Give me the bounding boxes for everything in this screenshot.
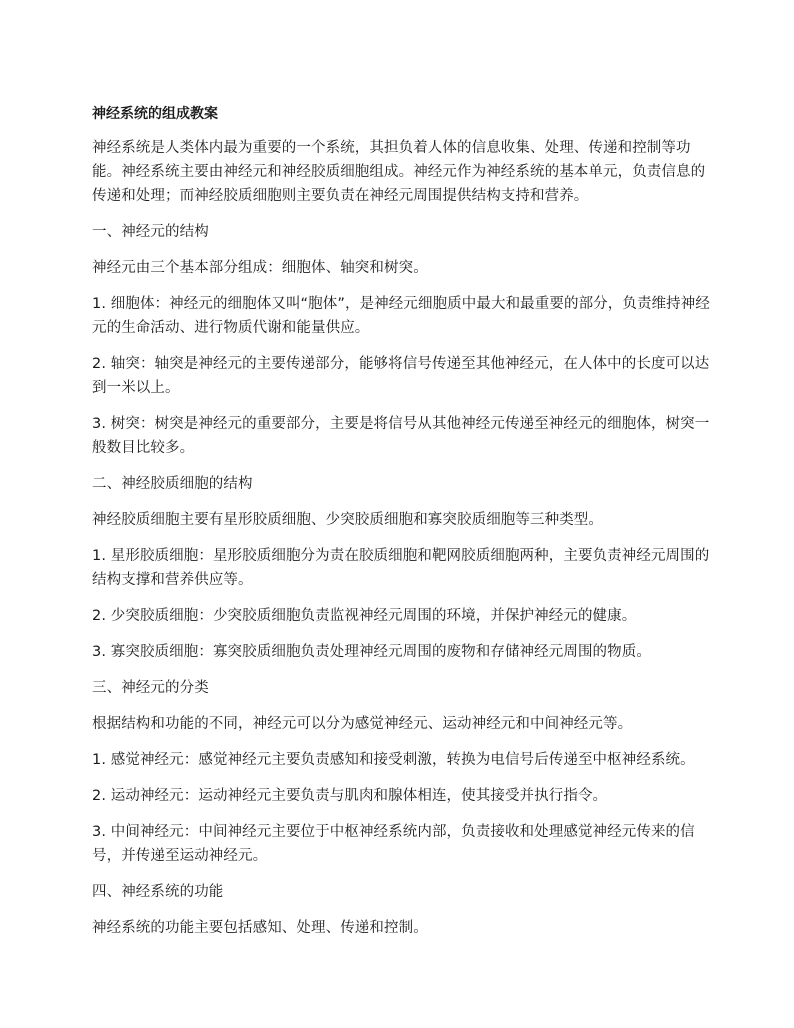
intro-paragraph: 神经系统是人类体内最为重要的一个系统，其担负着人体的信息收集、处理、传递和控制等功能。神经系统主要由神经元和神经胶质细胞组成。神经元作为神经系统的基本单元，负责信息的传递和处理；而神经胶质细胞则主要负责在神经元周围提供结构支持和营养。 xyxy=(92,140,706,204)
section-heading-neuron-classification: 三、神经元的分类 xyxy=(92,680,209,696)
paragraph-neuron-parts: 神经元由三个基本部分组成：细胞体、轴突和树突。 xyxy=(92,260,428,276)
section-heading-glia-structure: 二、神经胶质细胞的结构 xyxy=(92,476,253,492)
section-heading-neuron-structure: 一、神经元的结构 xyxy=(92,224,209,240)
paragraph-neuron-classes: 根据结构和功能的不同，神经元可以分为感觉神经元、运动神经元和中间神经元等。 xyxy=(92,716,633,732)
paragraph-cell-body: 1. 细胞体：神经元的细胞体又叫“胞体”，是神经元细胞质中最大和最重要的部分，负责维持神经元的生命活动、进行物质代谢和能量供应。 xyxy=(92,296,710,336)
paragraph-motor-neuron: 2. 运动神经元：运动神经元主要负责与肌肉和腺体相连，使其接受并执行指令。 xyxy=(92,788,608,804)
paragraph-sensory-neuron: 1. 感觉神经元：感觉神经元主要负责感知和接受刺激，转换为电信号后传递至中枢神经系统。 xyxy=(92,752,695,768)
document-title: 神经系统的组成教案 xyxy=(92,106,218,122)
paragraph-oligodendrocyte: 2. 少突胶质细胞：少突胶质细胞负责监视神经元周围的环境，并保护神经元的健康。 xyxy=(92,608,637,624)
paragraph-dendrite: 3. 树突：树突是神经元的重要部分，主要是将信号从其他神经元传递至神经元的细胞体，树突一般数目比较多。 xyxy=(92,416,710,456)
section-heading-nervous-system-function: 四、神经系统的功能 xyxy=(92,884,224,900)
document-body xyxy=(92,104,712,952)
paragraph-axon: 2. 轴突：轴突是神经元的主要传递部分，能够将信号传递至其他神经元，在人体中的长度可以达到一米以上。 xyxy=(92,356,710,396)
paragraph-glia-types: 神经胶质细胞主要有星形胶质细胞、少突胶质细胞和寡突胶质细胞等三种类型。 xyxy=(92,512,603,528)
paragraph-interneuron: 3. 中间神经元：中间神经元主要位于中枢神经系统内部，负责接收和处理感觉神经元传来的信号，并传递至运动神经元。 xyxy=(92,824,695,864)
paragraph-functions: 神经系统的功能主要包括感知、处理、传递和控制。 xyxy=(92,920,428,936)
paragraph-astrocyte: 1. 星形胶质细胞：星形胶质细胞分为责在胶质细胞和靶网胶质细胞两种，主要负责神经元周围的结构支撑和营养供应等。 xyxy=(92,548,710,588)
paragraph-microglia: 3. 寡突胶质细胞：寡突胶质细胞负责处理神经元周围的废物和存储神经元周围的物质。 xyxy=(92,644,651,660)
